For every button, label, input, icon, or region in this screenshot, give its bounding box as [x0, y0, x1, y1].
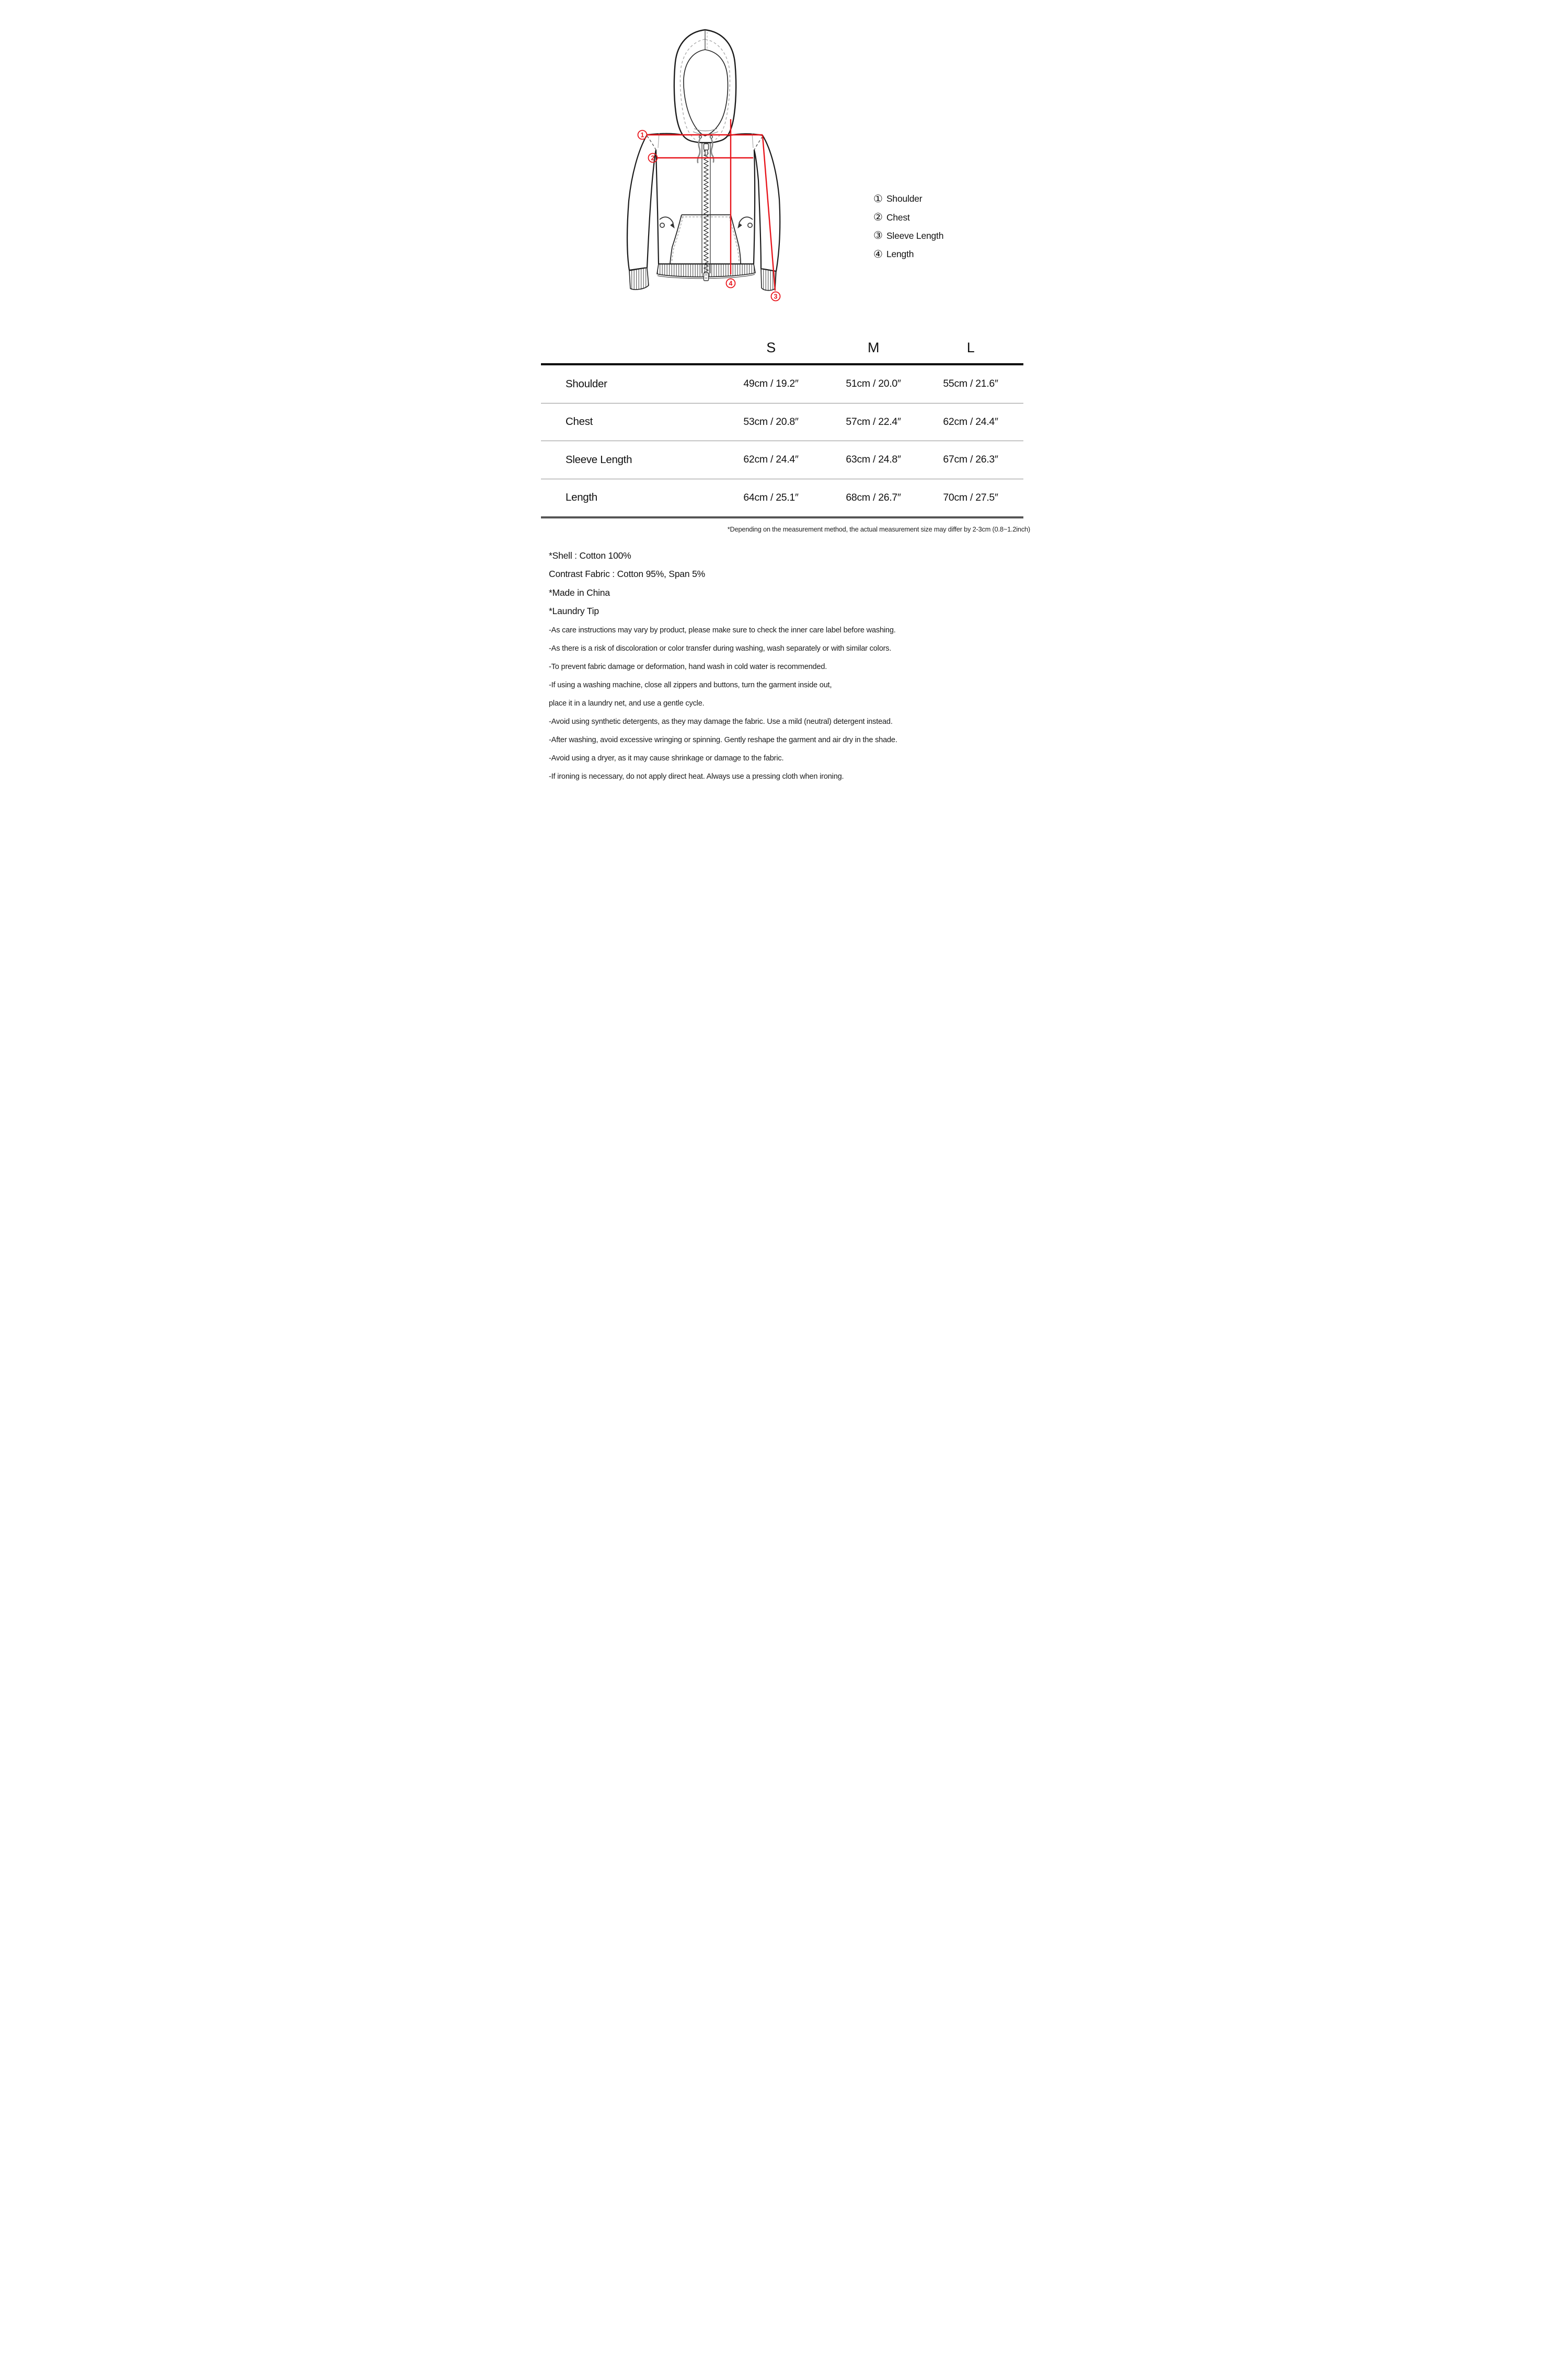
table-row-chest: [541, 403, 1023, 442]
size-table-body: [541, 363, 1023, 518]
measurement-note: *Depending on the measurement method, the actual measurement size may differ by 2-3cm (0.8~1.2inch): [727, 525, 1030, 533]
cell-chest-l: 62cm / 24.4″: [943, 415, 998, 428]
cell-length-m: 68cm / 26.7″: [846, 491, 901, 503]
laundry-tip-line: -Avoid using synthetic detergents, as they may damage the fabric. Use a mild (neutral) detergent instead.: [549, 718, 893, 726]
circled-3-icon: ③: [873, 230, 883, 242]
cell-sleeve-s: 62cm / 24.4″: [743, 454, 799, 466]
table-row-sleeve-length: [541, 441, 1023, 479]
legend-item-sleeve-length: ③ Sleeve Length: [873, 230, 944, 242]
laundry-tip-line: -As there is a risk of discoloration or color transfer during washing, wash separately or with similar colors.: [549, 644, 892, 653]
marker-3: 3: [774, 293, 778, 301]
cell-sleeve-l: 67cm / 26.3″: [943, 454, 998, 466]
made-in-line: *Made in China: [549, 587, 610, 598]
hoodie-diagram: [624, 29, 786, 321]
cell-shoulder-m: 51cm / 20.0″: [846, 378, 901, 390]
row-label: Chest: [566, 415, 593, 428]
row-label: Sleeve Length: [566, 453, 632, 466]
laundry-tip-line: place it in a laundry net, and use a gentle cycle.: [549, 699, 705, 708]
size-guide-page: [516, 0, 1052, 812]
circled-4-icon: ④: [873, 248, 883, 260]
legend-item-chest: ② Chest: [873, 212, 910, 224]
laundry-tip-line: -If ironing is necessary, do not apply direct heat. Always use a pressing cloth when ironing.: [549, 772, 844, 781]
circled-2-icon: ②: [873, 212, 883, 224]
cell-chest-s: 53cm / 20.8″: [743, 415, 799, 428]
shell-fabric-line: *Shell : Cotton 100%: [549, 550, 631, 561]
cell-sleeve-m: 63cm / 24.8″: [846, 454, 901, 466]
cell-length-s: 64cm / 25.1″: [743, 491, 799, 503]
laundry-tip-line: -As care instructions may vary by product, please make sure to check the inner care label before washing.: [549, 626, 896, 634]
measurement-legend: [873, 190, 943, 264]
cell-chest-m: 57cm / 22.4″: [846, 415, 901, 428]
row-label: Shoulder: [566, 377, 607, 390]
column-header-l: L: [966, 339, 975, 355]
circled-1-icon: ①: [873, 193, 883, 205]
contrast-fabric-line: Contrast Fabric : Cotton 95%, Span 5%: [549, 569, 706, 580]
cell-shoulder-l: 55cm / 21.6″: [943, 378, 998, 390]
legend-item-shoulder: ① Shoulder: [873, 193, 923, 205]
cell-length-l: 70cm / 27.5″: [943, 491, 998, 503]
laundry-tip-line: -To prevent fabric damage or deformation, hand wash in cold water is recommended.: [549, 663, 827, 671]
cell-shoulder-s: 49cm / 19.2″: [743, 378, 799, 390]
laundry-tip-line: -After washing, avoid excessive wringing or spinning. Gently reshape the garment and air dry in the shade.: [549, 736, 897, 744]
marker-1: 1: [640, 131, 644, 139]
table-row-length: [541, 479, 1023, 519]
laundry-tip-line: -If using a washing machine, close all zippers and buttons, turn the garment inside out,: [549, 681, 832, 689]
size-table-header: [541, 332, 1023, 363]
marker-4: 4: [729, 280, 733, 287]
column-header-m: M: [868, 339, 879, 355]
size-table: [541, 332, 1030, 533]
marker-2: 2: [651, 154, 655, 162]
table-row-shoulder: [541, 365, 1023, 403]
laundry-tip-heading: *Laundry Tip: [549, 605, 599, 616]
row-label: Length: [566, 491, 597, 504]
legend-item-length: ④ Length: [873, 248, 914, 260]
laundry-tip-line: -Avoid using a dryer, as it may cause shrinkage or damage to the fabric.: [549, 754, 784, 763]
column-header-s: S: [766, 339, 776, 355]
laundry-tips: [549, 621, 1045, 786]
product-info: [549, 547, 1040, 620]
